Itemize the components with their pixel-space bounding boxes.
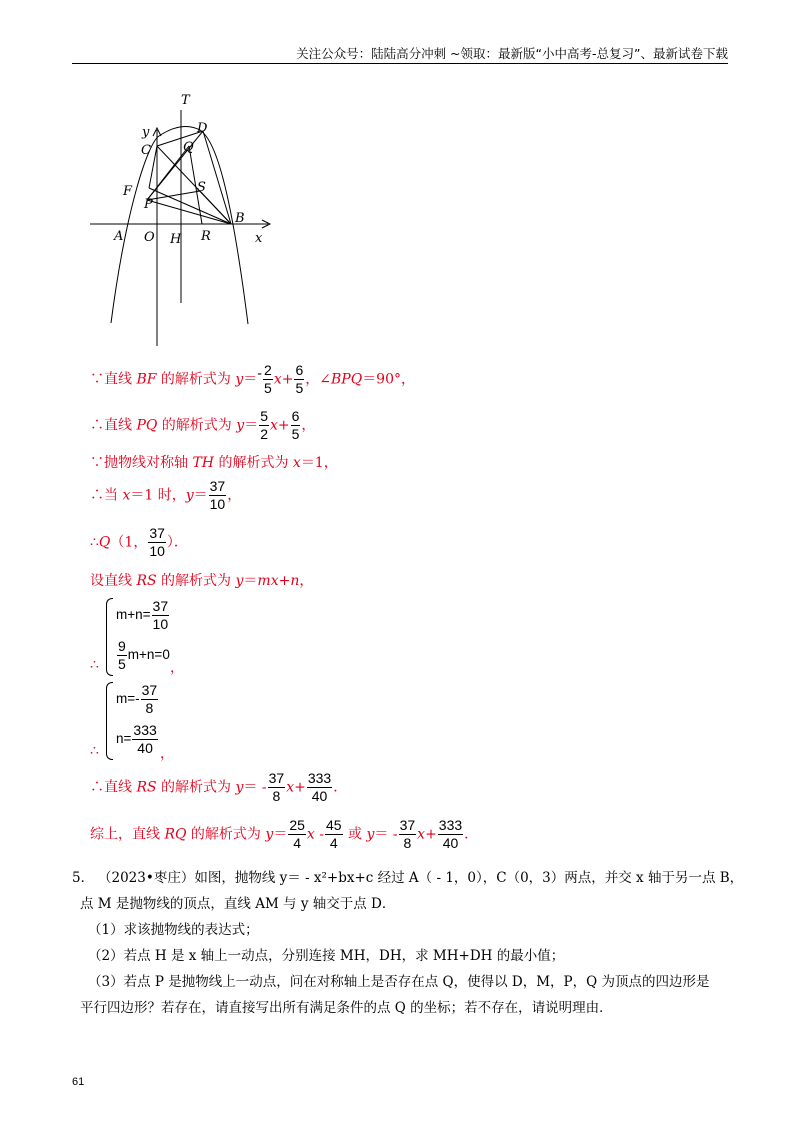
problem-line-2: 点 M 是抛物线的顶点，直线 AM 与 y 轴交于点 D． [80,896,396,912]
question-2: （2）若点 H 是 x 轴上一动点，分别连接 MH，DH，求 MH+DH 的最小值； [88,948,565,964]
question-1: （1）求该抛物线的表达式； [88,922,259,938]
label-S: S [197,180,206,195]
label-P: P [144,197,153,212]
solution-line-3: ∵抛物线对称轴 TH 的解析式为 x＝1， [90,455,338,471]
question-3-line-2: 平行四边形？若存在，请直接写出所有满足条件的点 Q 的坐标；若不存在，请说明理由． [80,1000,613,1016]
header-rule [72,63,728,64]
solution-line-10: 综上，直线 RQ 的解析式为 y＝ $\frac{25}{4}$ x - $\frac{45}{4}$ 或 y＝ - $\frac{37}{8}$ x+ $\frac{333}{40}$ ． [90,817,479,851]
solution-line-9: ∴直线 RS 的解析式为 y＝ - $\frac{37}{8}$ x+ $\frac{333}{40}$ ． [90,770,348,804]
label-O: O [144,230,155,245]
label-F: F [123,184,133,199]
label-x: x [255,231,263,246]
label-B: B [235,211,245,226]
label-A: A [114,229,124,244]
label-T: T [181,93,190,108]
problem-line-1: （2023•枣庄）如图，抛物线 y＝ - x²+bx+c 经过 A（ - 1，0），C（0，3）两点，并交 x 轴于另一点 B， [98,870,744,886]
label-Q: Q [183,140,194,155]
label-y: y [142,125,150,140]
solution-line-2: ∴直线 PQ 的解析式为 y＝ $\frac{5}{2}$ x+ $\frac{6}{5}$ ， [90,408,316,442]
parabola-figure [90,88,290,353]
solution-line-1: ∵直线 BF 的解析式为 y＝- $\frac{2}{5}$ x+ $\frac{6}{5}$ ，∠BPQ＝90°， [90,362,416,396]
question-3-line-1: （3）若点 P 是抛物线上一动点，问在对称轴上是否存在点 Q，使得以 D，M，P，Q 为顶点的四边形是 [88,974,710,990]
label-D: D [197,121,208,136]
solution-line-4: ∴当 x＝1 时，y＝ $\frac{37}{10}$ ， [90,478,242,512]
solution-line-5: ∴Q（1， $\frac{37}{10}$ ）． [90,525,188,559]
page-number: 61 [72,1076,85,1088]
label-H: H [170,232,182,247]
label-R: R [201,229,211,244]
page-header: 关注公众号：陆陆高分冲刺 ~领取：最新版“小中高考-总复习”、最新试卷下载 [296,46,728,61]
solution-line-6: 设直线 RS 的解析式为 y＝mx+n， [90,573,314,589]
label-C: C [141,143,151,158]
problem-number: 5． [72,870,95,886]
